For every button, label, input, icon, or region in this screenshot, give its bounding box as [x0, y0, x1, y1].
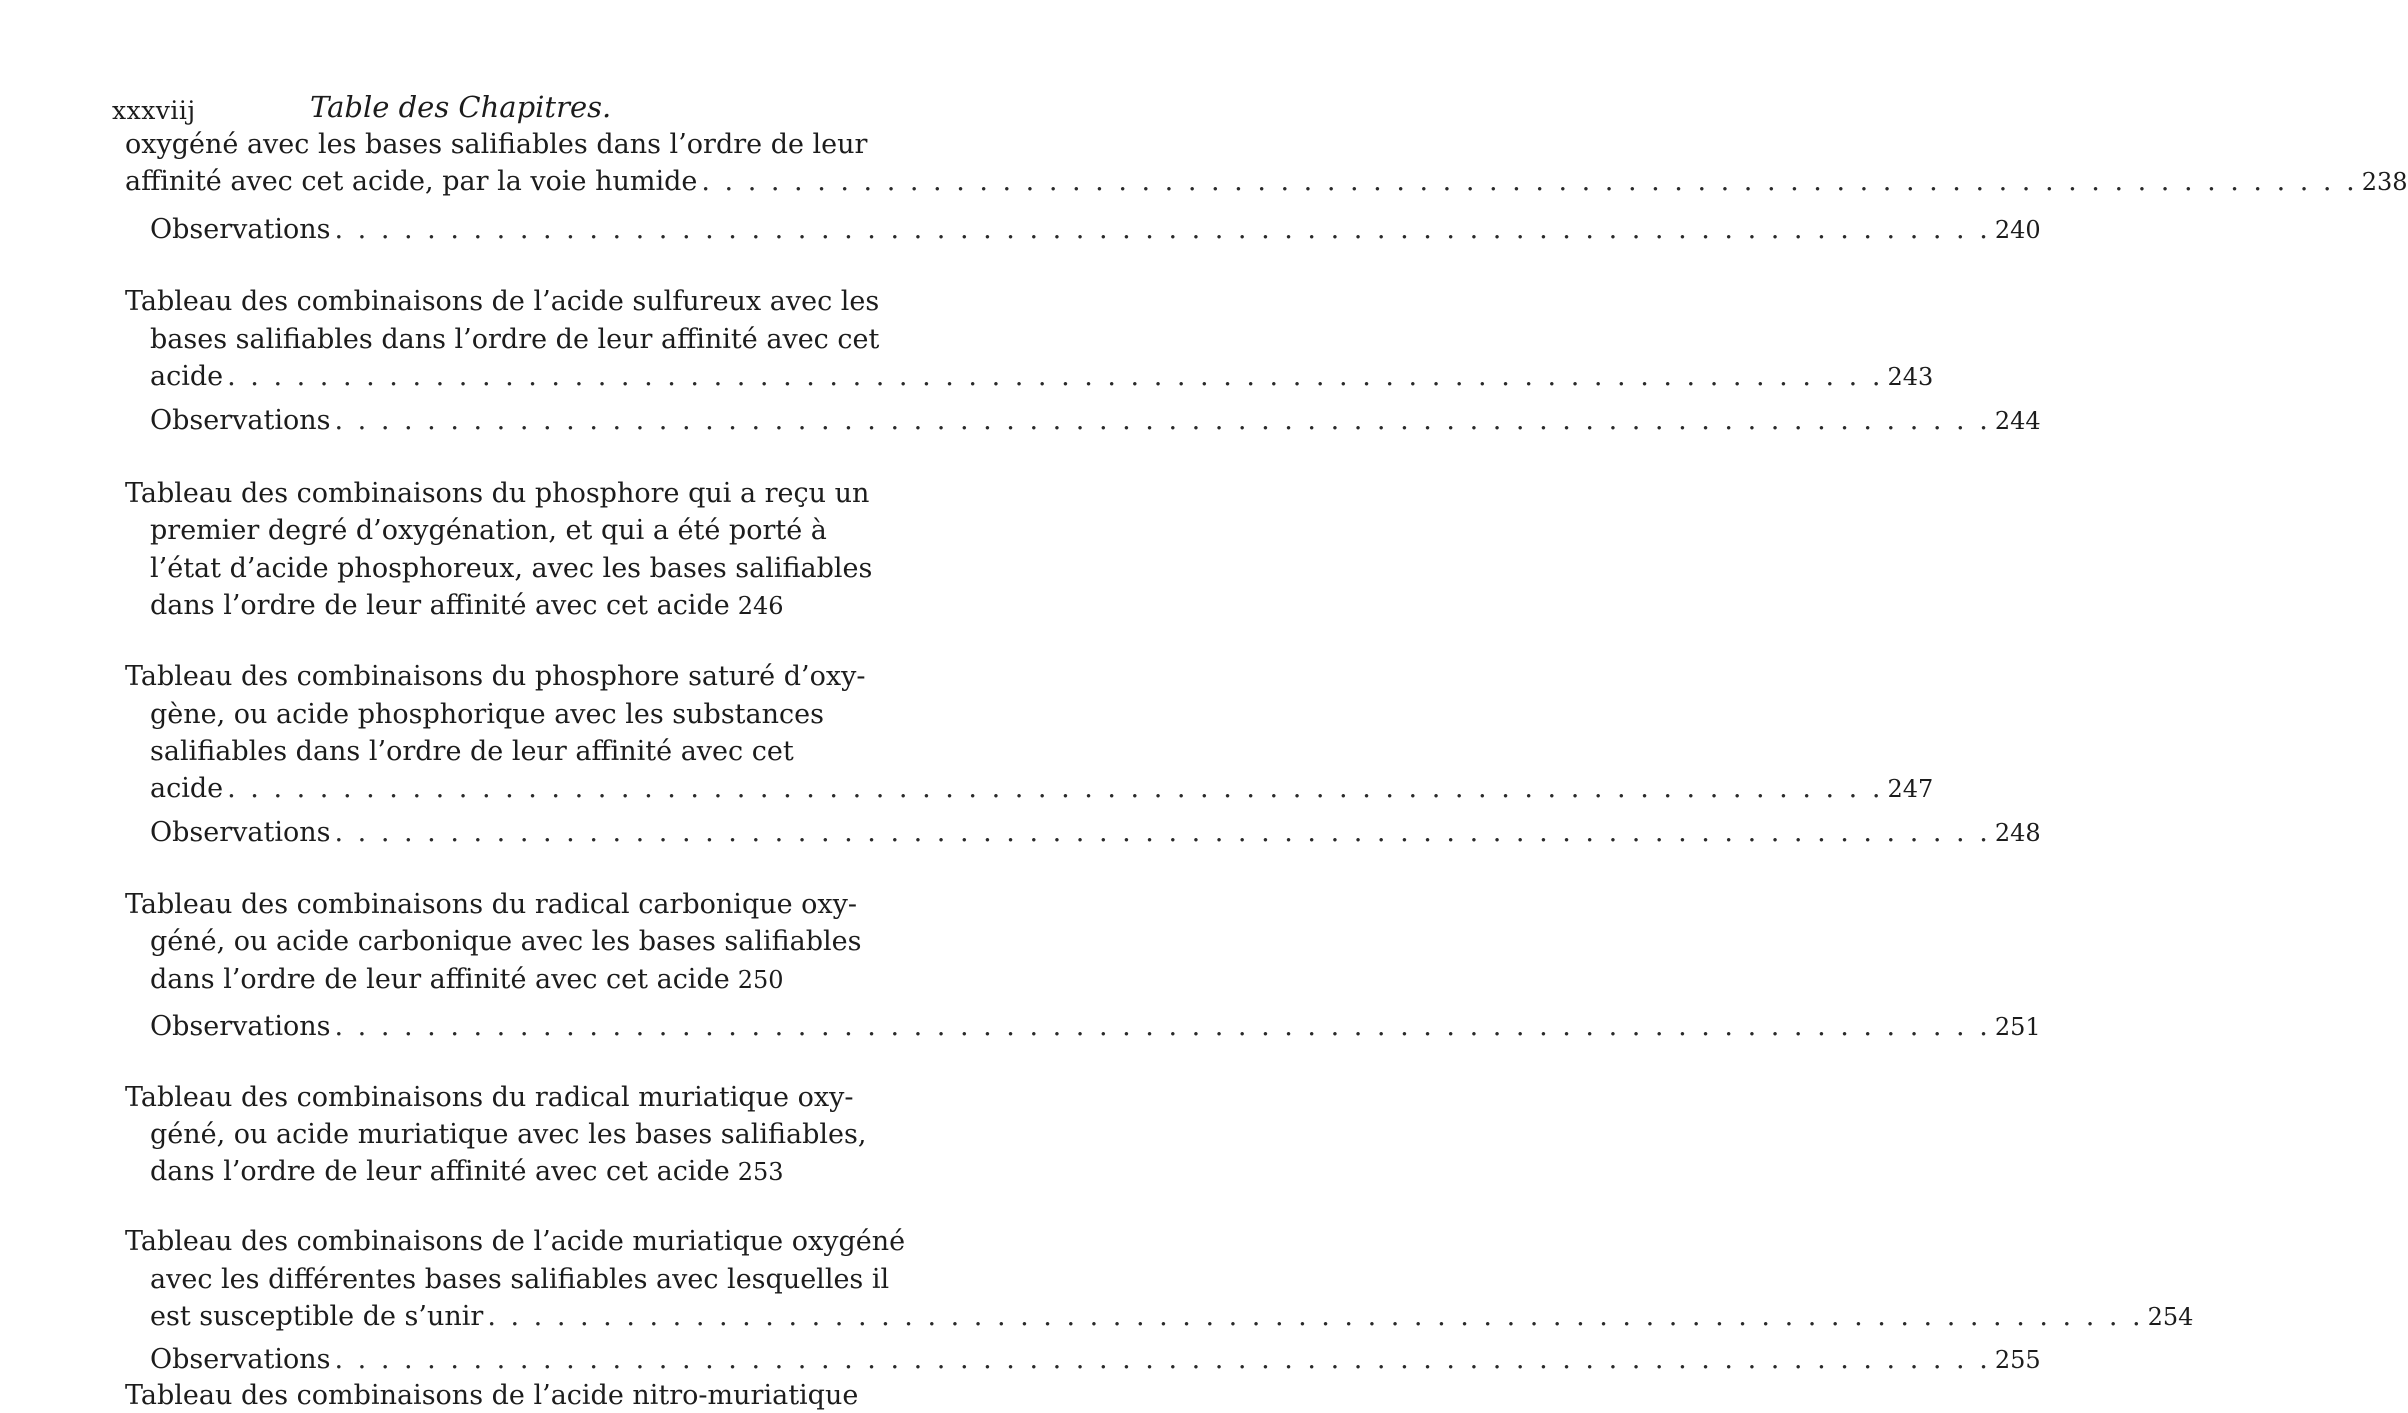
- leader-dots: [335, 213, 1991, 247]
- toc-page-number: 253: [737, 1158, 784, 1186]
- toc-entry-text: dans l’ordre de leur affinité avec cet acide: [150, 964, 730, 995]
- toc-entry-text: géné, ou acide muriatique avec les bases salifiables,: [150, 1119, 867, 1150]
- toc-page-number: 250: [737, 966, 784, 994]
- toc-page-number: 255: [1994, 1346, 2041, 1374]
- toc-entry-text: Observations: [150, 1011, 331, 1042]
- toc-entry-text: bases salifiables dans l’ordre de leur affinité avec cet: [150, 324, 880, 355]
- toc-entry-text: Tableau des combinaisons du radical muriatique oxy-: [125, 1082, 854, 1113]
- leader-dots: [487, 1300, 2143, 1334]
- toc-entry-line: [150, 816, 2041, 850]
- toc-entry-text: géné, ou acide carbonique avec les bases salifiables: [150, 926, 862, 957]
- toc-entry-text: Tableau des combinaisons de l’acide muriatique oxygéné: [125, 1226, 906, 1257]
- toc-page-number: 254: [2147, 1303, 2194, 1331]
- toc-page-number: 248: [1994, 819, 2041, 847]
- toc-entry-text: Tableau des combinaisons de l’acide nitro-muriatique: [125, 1380, 859, 1411]
- toc-entry-line: [150, 1300, 2194, 1334]
- toc-page-number: 238: [2361, 168, 2408, 196]
- toc-entry-text: Observations: [150, 1344, 331, 1375]
- toc-entry-text: est susceptible de s’unir: [150, 1301, 484, 1332]
- toc-entry-text: oxygéné avec les bases salifiables dans l’ordre de leur: [125, 129, 868, 160]
- toc-entry-text: Observations: [150, 214, 331, 245]
- toc-entry-text: gène, ou acide phosphorique avec les substances: [150, 699, 824, 730]
- toc-entry-line: [150, 589, 784, 623]
- toc-entry-text: salifiables dans l’ordre de leur affinité avec cet: [150, 736, 794, 767]
- toc-entry-line: [150, 772, 1934, 806]
- toc-page-number: 246: [737, 592, 784, 620]
- toc-entry-text: avec les différentes bases salifiables avec lesquelles il: [150, 1264, 890, 1295]
- toc-entry-text: acide: [150, 773, 224, 804]
- toc-entry-text: acide: [150, 361, 224, 392]
- toc-entry-line: [150, 360, 1934, 394]
- toc-page-number: 247: [1887, 775, 1934, 803]
- toc-entry-line: [150, 1343, 2041, 1377]
- toc-entry-text: Tableau des combinaisons du radical carbonique oxy-: [125, 889, 858, 920]
- toc-entry-line: [150, 404, 2041, 438]
- toc-entry-text: Tableau des combinaisons du phosphore saturé d’oxy-: [125, 661, 866, 692]
- toc-page-number: 251: [1994, 1013, 2041, 1041]
- toc-entry-text: Tableau des combinaisons de l’acide sulfureux avec les: [125, 286, 880, 317]
- toc-entry-text: dans l’ordre de leur affinité avec cet acide: [150, 1156, 730, 1187]
- leader-dots: [335, 1010, 1991, 1044]
- running-title: Table des Chapitres.: [310, 90, 612, 124]
- toc-entry-text: dans l’ordre de leur affinité avec cet acide: [150, 590, 730, 621]
- leader-dots: [335, 816, 1991, 850]
- toc-entry-line: [150, 1010, 2041, 1044]
- leader-dots: [227, 360, 1883, 394]
- toc-entry-text: premier degré d’oxygénation, et qui a été porté à: [150, 515, 827, 546]
- page-header: [112, 90, 752, 130]
- toc-entry-line: [150, 213, 2041, 247]
- toc-entry-text: Observations: [150, 817, 331, 848]
- leader-dots: [335, 404, 1991, 438]
- toc-entry-text: l’état d’acide phosphoreux, avec les bases salifiables: [150, 553, 873, 584]
- leader-dots: [227, 772, 1883, 806]
- leader-dots: [701, 165, 2357, 199]
- toc-entry-line: [150, 963, 784, 997]
- toc-page-number: 243: [1887, 363, 1934, 391]
- leader-dots: [335, 1343, 1991, 1377]
- toc-entry-text: affinité avec cet acide, par la voie humide: [125, 166, 698, 197]
- toc-entry-text: Tableau des combinaisons du phosphore qui a reçu un: [125, 478, 870, 509]
- toc-entry-text: Observations: [150, 405, 331, 436]
- toc-page-number: 240: [1994, 216, 2041, 244]
- page-folio: xxxviij: [112, 96, 196, 125]
- toc-page-number: 244: [1994, 407, 2041, 435]
- toc-entry-line: [150, 1155, 784, 1189]
- toc-entry-line: [125, 165, 2408, 199]
